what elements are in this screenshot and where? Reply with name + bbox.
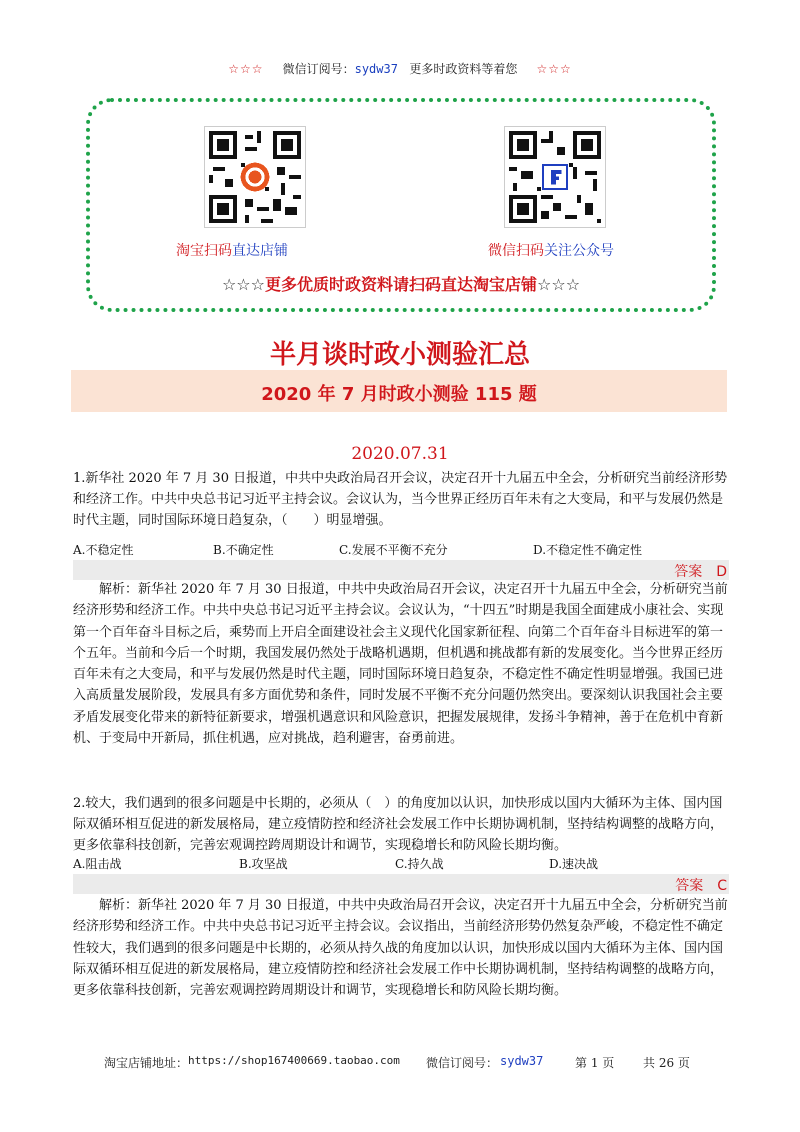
option-c: C.发展不平衡不充分 <box>339 543 448 557</box>
page-footer <box>0 1054 800 1072</box>
question-1-options <box>73 541 729 559</box>
taobao-scan-label: 淘宝扫码直达店铺 <box>176 243 288 259</box>
page-number: 第 1 页 <box>575 1056 615 1070</box>
page-title: 半月谈时政小测验汇总 <box>269 340 530 370</box>
question-2-options <box>73 855 729 873</box>
subtitle-band <box>71 370 727 412</box>
option-c: C.持久战 <box>395 857 444 871</box>
option-a: A.不稳定性 <box>73 543 134 557</box>
qr-promo-box <box>86 98 716 312</box>
top-banner <box>0 60 800 77</box>
option-d: D.不稳定性不确定性 <box>533 543 643 557</box>
question-2-answer-bar <box>73 874 729 894</box>
star-icons: ☆☆☆ <box>537 275 581 294</box>
slogan: 更多时政资料等着您 <box>409 62 518 76</box>
page-subtitle: 2020 年 7 月时政小测验 115 题 <box>261 384 537 405</box>
shop-url-link[interactable]: https://shop167400669.taobao.com <box>188 1054 400 1067</box>
star-icons: ☆☆☆ <box>221 275 265 294</box>
option-b: B.不确定性 <box>213 543 274 557</box>
question-2-analysis: 解析：新华社 2020 年 7 月 30 日报道，中共中央政治局召开会议，决定召开十九届五中全会，分析研究当前经济形势和经济工作。中共中央总书记习近平主持会议。会议指出，当前经济形势仍然复杂严峻，不稳定性不确定性较大，我们遇到的很多问题是中长期的，必须从持久战的角度加以认识，加快形成以国内大循环为主体、国内国际双循环相互促进的新发展格局，建立疫情防控和经济社会发展工作中长期协调机制，坚持结构调整的战略方向，更多依靠科技创新，完善宏观调控跨周期设计和调节，实现稳增长和防风险长期均衡。 <box>73 898 728 999</box>
page-total: 共 26 页 <box>643 1056 690 1070</box>
option-b: B.攻坚战 <box>239 857 288 871</box>
qr-code-taobao-icon[interactable] <box>204 126 306 228</box>
question-1-text: 1.新华社 2020 年 7 月 30 日报道，中共中央政治局召开会议，决定召开十九届五中全会，分析研究当前经济形势和经济工作。中共中央总书记习近平主持会议。会议认为，当今世界正经历百年未有之大变局，和平与发展仍然是时代主题，同时国际环境日趋复杂，（ ）明显增强。 <box>73 471 728 528</box>
shop-address-label: 淘宝店铺地址： <box>104 1056 189 1070</box>
section-date: 2020.07.31 <box>351 444 449 464</box>
wechat-account: sydw37 <box>354 62 398 76</box>
star-icons-right: ☆☆☆ <box>536 62 572 76</box>
option-d: D.速决战 <box>549 857 599 871</box>
answer-label: 答案 C <box>675 878 727 894</box>
question-1-answer-bar <box>73 560 729 580</box>
wechat-label: 微信订阅号： <box>282 62 355 76</box>
star-icons-left: ☆☆☆ <box>228 62 264 76</box>
wechat-account: sydw37 <box>500 1054 544 1068</box>
qr-code-wechat-icon[interactable] <box>504 126 606 228</box>
answer-label: 答案 D <box>674 564 727 580</box>
promo-text: 更多优质时政资料请扫码直达淘宝店铺 <box>264 275 537 294</box>
promo-line <box>90 272 712 295</box>
wechat-label: 微信订阅号： <box>426 1056 499 1070</box>
question-2-text: 2.较大，我们遇到的很多问题是中长期的，必须从（ ）的角度加以认识，加快形成以国内大循环为主体、国内国际双循环相互促进的新发展格局，建立疫情防控和经济社会发展工作中长期协调机制，坚持结构调整的战略方向，更多依靠科技创新，完善宏观调控跨周期设计和调节，实现稳增长和防风险长期均衡。 <box>73 796 724 853</box>
question-1-analysis: 解析：新华社 2020 年 7 月 30 日报道，中共中央政治局召开会议，决定召开十九届五中全会，分析研究当前经济形势和经济工作。中共中央总书记习近平主持会议。会议认为，“十四五”时期是我国全面建成小康社会、实现第一个百年奋斗目标之后，乘势而上开启全面建设社会主义现代化国家新征程、向第二个百年奋斗目标进军的第一个五年。当前和今后一个时期，我国发展仍然处于战略机遇期，但机遇和挑战都有新的发展变化。当今世界正经历百年未有之大变局，和平与发展仍然是时代主题，同时国际环境日趋复杂，不稳定性不确定性明显增强。我国已进入高质量发展阶段，发展具有多方面优势和条件，同时发展不平衡不充分问题仍然突出。要深刻认识我国社会主要矛盾发展变化带来的新特征新要求，增强机遇意识和风险意识，把握发展规律，发扬斗争精神，善于在危机中育新机、于变局中开新局，抓住机遇，应对挑战，趋利避害，奋勇前进。 <box>73 582 728 747</box>
option-a: A.阻击战 <box>73 857 122 871</box>
wechat-scan-label: 微信扫码关注公众号 <box>488 243 614 259</box>
